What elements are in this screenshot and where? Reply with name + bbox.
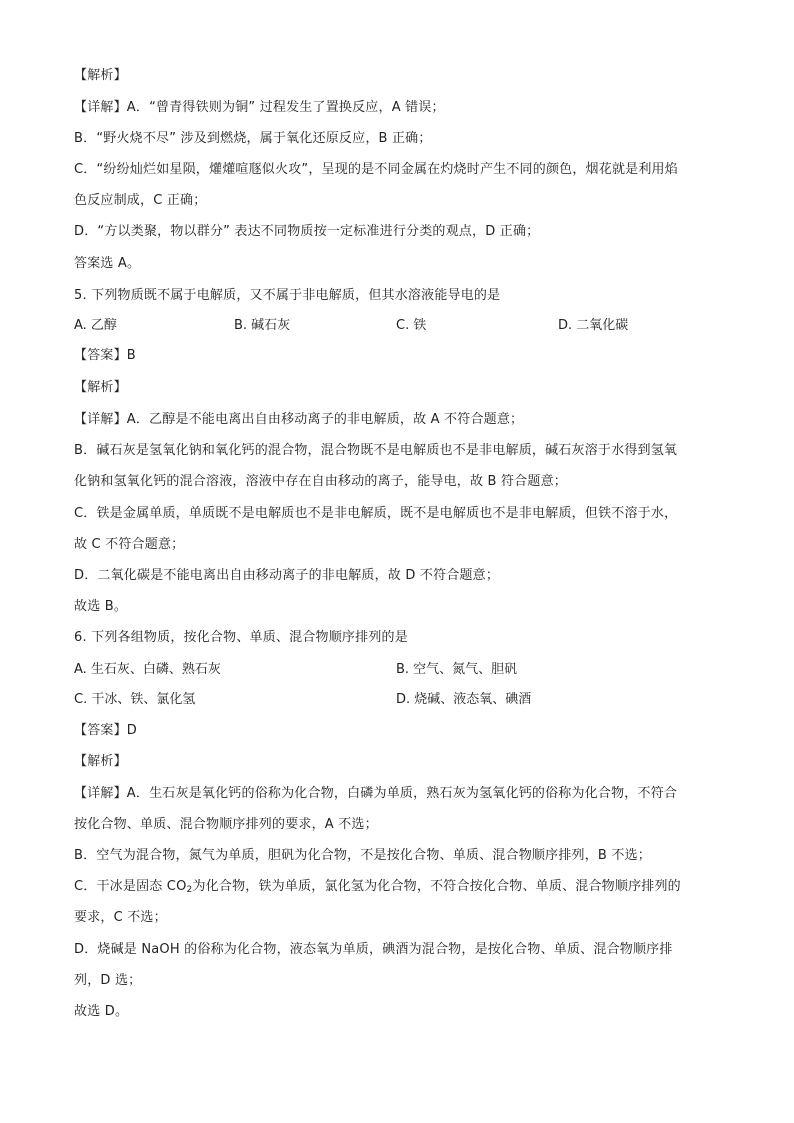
- q5-option-d: D. 二氧化碳: [558, 318, 629, 333]
- explanation-line: 色反应制成，C 正确；: [74, 193, 207, 208]
- conclusion-line: 故选 B。: [74, 599, 128, 614]
- conclusion-line: 答案选 A。: [74, 256, 141, 271]
- q6-option-c: C. 干冰、铁、氯化氢: [74, 692, 196, 707]
- explanation-line: 【详解】A．生石灰是氧化钙的俗称为化合物，白磷为单质，熟石灰为氢氧化钙的俗称为化合物，不符合: [74, 786, 678, 801]
- q5-option-a: A. 乙醇: [74, 318, 117, 333]
- question-5-stem: 5. 下列物质既不属于电解质，又不属于非电解质，但其水溶液能导电的是: [74, 288, 501, 303]
- answer-label: 【答案】B: [74, 348, 136, 363]
- formula-prefix: C．干冰是固态 CO: [74, 879, 187, 894]
- explanation-line: B．碱石灰是氢氧化钠和氧化钙的混合物，混合物既不是电解质也不是非电解质，碱石灰溶于水得到氢氧: [74, 443, 678, 458]
- question-6-stem: 6. 下列各组物质，按化合物、单质、混合物顺序排列的是: [74, 630, 408, 645]
- explanation-line: 故 C 不符合题意；: [74, 537, 185, 552]
- explanation-line: 按化合物、单质、混合物顺序排列的要求，A 不选；: [74, 817, 378, 832]
- analysis-label: 【解析】: [74, 68, 127, 83]
- explanation-line: 【详解】A．乙醇是不能电离出自由移动离子的非电解质，故 A 不符合题意；: [74, 412, 524, 427]
- q6-option-a: A. 生石灰、白磷、熟石灰: [74, 662, 221, 677]
- analysis-label: 【解析】: [74, 380, 127, 395]
- explanation-line: 【详解】A．“曾青得铁则为铜” 过程发生了置换反应，A 错误；: [74, 100, 445, 115]
- conclusion-line: 故选 D。: [74, 1004, 129, 1019]
- explanation-line: D．“方以类聚，物以群分” 表达不同物质按一定标准进行分类的观点，D 正确；: [74, 224, 540, 239]
- explanation-line-formula: [74, 877, 734, 897]
- explanation-line: 列，D 选；: [74, 973, 142, 988]
- answer-label: 【答案】D: [74, 723, 138, 738]
- explanation-line: C．铁是金属单质，单质既不是电解质也不是非电解质，既不是电解质也不是非电解质，但铁不溶于水，: [74, 506, 678, 521]
- analysis-label: 【解析】: [74, 754, 127, 769]
- explanation-line: C．“纷纷灿烂如星陨，爟爟喧豗似火攻”，呈现的是不同金属在灼烧时产生不同的颜色，烟花就是利用焰: [74, 162, 678, 177]
- subscript-2: 2: [186, 885, 193, 895]
- explanation-line: B．空气为混合物，氮气为单质，胆矾为化合物，不是按化合物、单质、混合物顺序排列，B 不选；: [74, 848, 651, 863]
- explanation-line: B．“野火烧不尽” 涉及到燃烧，属于氧化还原反应，B 正确；: [74, 131, 432, 146]
- q6-option-d: D. 烧碱、液态氧、碘酒: [396, 692, 532, 707]
- q5-option-b: B. 碱石灰: [234, 318, 291, 333]
- formula-suffix: 为化合物，铁为单质，氯化氢为化合物，不符合按化合物、单质、混合物顺序排列的: [192, 879, 681, 894]
- explanation-line: 要求，C 不选；: [74, 910, 167, 925]
- q5-option-c: C. 铁: [396, 318, 427, 333]
- q6-option-b: B. 空气、氮气、胆矾: [396, 662, 518, 677]
- explanation-line: D．烧碱是 NaOH 的俗称为化合物，液态氧为单质，碘酒为混合物，是按化合物、单质、混合物顺序排: [74, 942, 673, 957]
- explanation-line: 化钠和氢氧化钙的混合溶液，溶液中存在自由移动的离子，能导电，故 B 符合题意；: [74, 474, 567, 489]
- explanation-line: D．二氧化碳是不能电离出自由移动离子的非电解质，故 D 不符合题意；: [74, 568, 500, 583]
